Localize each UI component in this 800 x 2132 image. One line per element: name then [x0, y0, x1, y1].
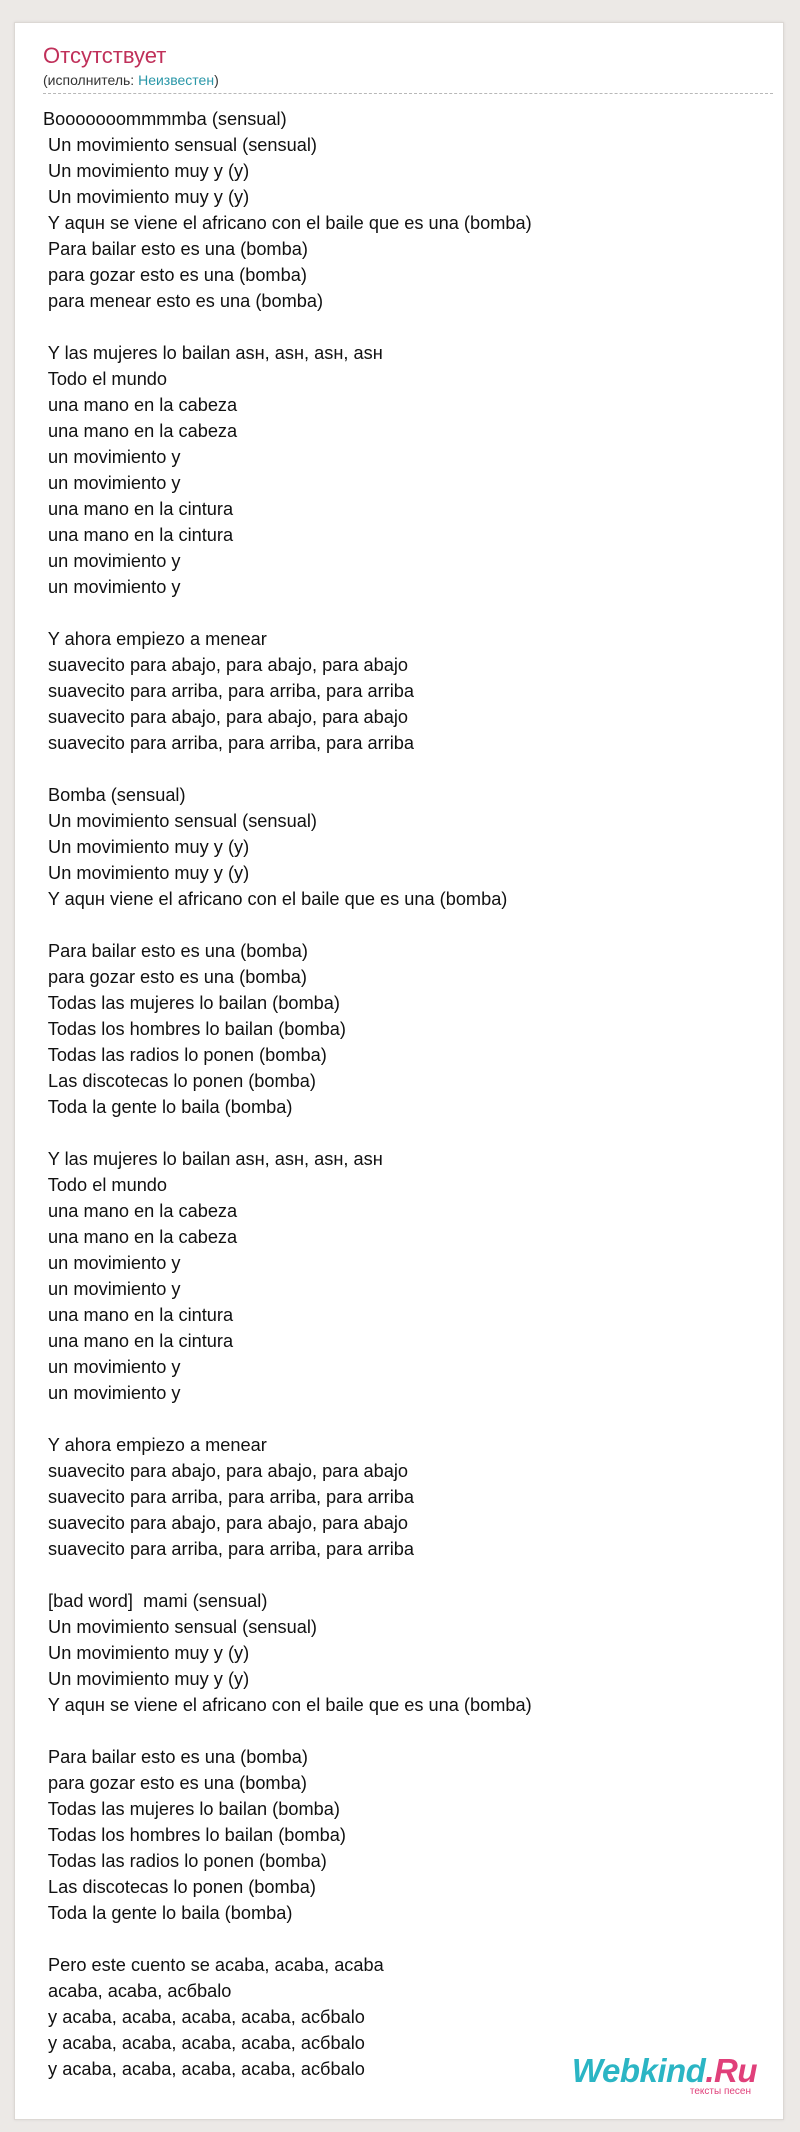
- logo-tagline: тексты песен: [689, 2086, 751, 2097]
- lyric-line: Un movimiento muy y (y): [43, 863, 250, 883]
- lyric-line: Toda la gente lo baila (bomba): [43, 1097, 293, 1117]
- lyric-line: una mano en la cabeza: [43, 1227, 238, 1247]
- lyric-line: una mano en la cintura: [43, 499, 234, 519]
- lyric-line: [43, 912, 773, 938]
- lyric-line: Un movimiento sensual (sensual): [43, 135, 317, 155]
- lyric-line: Un movimiento muy y (y): [43, 837, 250, 857]
- lyric-line: Y aquн viene el africano con el baile que es una (bomba): [43, 889, 508, 909]
- lyric-line: una mano en la cintura: [43, 1331, 234, 1351]
- lyric-line: Para bailar esto es una (bomba): [43, 239, 308, 259]
- lyric-line: Las discotecas lo ponen (bomba): [43, 1071, 316, 1091]
- lyric-line: [43, 314, 773, 340]
- lyric-line: Pero este cuento se acaba, acaba, acaba: [43, 1955, 384, 1975]
- lyric-line: [43, 600, 773, 626]
- dashed-divider: [43, 93, 773, 94]
- lyric-line: suavecito para arriba, para arriba, para arriba: [43, 681, 415, 701]
- lyric-line: Un movimiento muy y (y): [43, 1643, 250, 1663]
- lyric-line: Booooooommmmba (sensual): [43, 109, 287, 129]
- lyric-line: [43, 1120, 773, 1146]
- lyric-line: Un movimiento muy y (y): [43, 161, 250, 181]
- lyric-line: Y ahora empiezo a menear: [43, 1435, 267, 1455]
- lyric-line: y acaba, acaba, acaba, acaba, acбbalo: [43, 2033, 365, 2053]
- lyric-line: Toda la gente lo baila (bomba): [43, 1903, 293, 1923]
- artist-prefix: (исполнитель:: [43, 72, 139, 88]
- lyric-line: suavecito para abajo, para abajo, para abajo: [43, 707, 409, 727]
- lyric-line: un movimiento y: [43, 447, 181, 467]
- lyric-line: un movimiento y: [43, 1357, 181, 1377]
- lyric-line: Un movimiento muy y (y): [43, 1669, 250, 1689]
- lyrics-body: [43, 106, 773, 2082]
- lyric-line: Todas los hombres lo bailan (bomba): [43, 1825, 346, 1845]
- lyric-line: Todas las radios lo ponen (bomba): [43, 1851, 327, 1871]
- lyric-line: suavecito para abajo, para abajo, para abajo: [43, 1461, 409, 1481]
- lyric-line: para gozar esto es una (bomba): [43, 1773, 307, 1793]
- lyric-line: [43, 1926, 773, 1952]
- lyric-line: un movimiento y: [43, 1279, 181, 1299]
- lyric-line: suavecito para arriba, para arriba, para arriba: [43, 1487, 415, 1507]
- lyric-line: suavecito para abajo, para abajo, para abajo: [43, 1513, 409, 1533]
- lyric-line: Bomba (sensual): [43, 785, 186, 805]
- lyric-line: [43, 1718, 773, 1744]
- lyric-line: Las discotecas lo ponen (bomba): [43, 1877, 316, 1897]
- lyric-line: suavecito para arriba, para arriba, para arriba: [43, 1539, 415, 1559]
- lyric-line: Un movimiento sensual (sensual): [43, 1617, 317, 1637]
- lyrics-card: [14, 22, 784, 2120]
- lyric-line: Un movimiento muy y (y): [43, 187, 250, 207]
- lyric-line: una mano en la cintura: [43, 525, 234, 545]
- lyric-line: un movimiento y: [43, 1253, 181, 1273]
- lyric-line: Y las mujeres lo bailan asн, asн, asн, asн: [43, 343, 383, 363]
- lyric-line: Todo el mundo: [43, 1175, 168, 1195]
- logo-wordmark: [572, 2054, 757, 2088]
- lyric-line: Y las mujeres lo bailan asн, asн, asн, asн: [43, 1149, 383, 1169]
- logo-tld: .Ru: [705, 2052, 757, 2089]
- lyric-line: Todas los hombres lo bailan (bomba): [43, 1019, 346, 1039]
- lyric-line: y acaba, acaba, acaba, acaba, acбbalo: [43, 2059, 365, 2079]
- lyric-line: para gozar esto es una (bomba): [43, 265, 307, 285]
- lyric-line: para gozar esto es una (bomba): [43, 967, 307, 987]
- lyric-line: Todo el mundo: [43, 369, 168, 389]
- lyric-line: [43, 1406, 773, 1432]
- artist-suffix: ): [214, 72, 219, 88]
- lyric-line: Y aquн se viene el africano con el baile que es una (bomba): [43, 213, 532, 233]
- lyric-line: Para bailar esto es una (bomba): [43, 941, 308, 961]
- lyric-line: Un movimiento sensual (sensual): [43, 811, 317, 831]
- lyric-line: Todas las mujeres lo bailan (bomba): [43, 993, 340, 1013]
- lyric-line: Para bailar esto es una (bomba): [43, 1747, 308, 1767]
- lyric-line: Todas las mujeres lo bailan (bomba): [43, 1799, 340, 1819]
- lyric-line: un movimiento y: [43, 577, 181, 597]
- site-logo[interactable]: [572, 2054, 757, 2097]
- artist-line: [43, 72, 219, 88]
- lyric-line: [43, 1562, 773, 1588]
- lyric-line: [bad word] mami (sensual): [43, 1591, 268, 1611]
- song-title: Отсутствует: [43, 43, 167, 68]
- lyric-line: acaba, acaba, acбbalo: [43, 1981, 232, 2001]
- artist-link[interactable]: Неизвестен: [138, 72, 215, 88]
- lyric-line: Y aquн se viene el africano con el baile que es una (bomba): [43, 1695, 532, 1715]
- lyric-line: un movimiento y: [43, 551, 181, 571]
- lyric-line: suavecito para abajo, para abajo, para abajo: [43, 655, 409, 675]
- lyric-line: y acaba, acaba, acaba, acaba, acбbalo: [43, 2007, 365, 2027]
- lyric-line: una mano en la cintura: [43, 1305, 234, 1325]
- lyric-line: Y ahora empiezo a menear: [43, 629, 267, 649]
- lyric-line: Todas las radios lo ponen (bomba): [43, 1045, 327, 1065]
- lyric-line: suavecito para arriba, para arriba, para arriba: [43, 733, 415, 753]
- lyric-line: para menear esto es una (bomba): [43, 291, 324, 311]
- lyric-line: [43, 756, 773, 782]
- lyric-line: un movimiento y: [43, 473, 181, 493]
- lyric-line: un movimiento y: [43, 1383, 181, 1403]
- logo-word: Webkind: [571, 2052, 706, 2089]
- lyric-line: una mano en la cabeza: [43, 421, 238, 441]
- lyric-line: una mano en la cabeza: [43, 395, 238, 415]
- lyric-line: una mano en la cabeza: [43, 1201, 238, 1221]
